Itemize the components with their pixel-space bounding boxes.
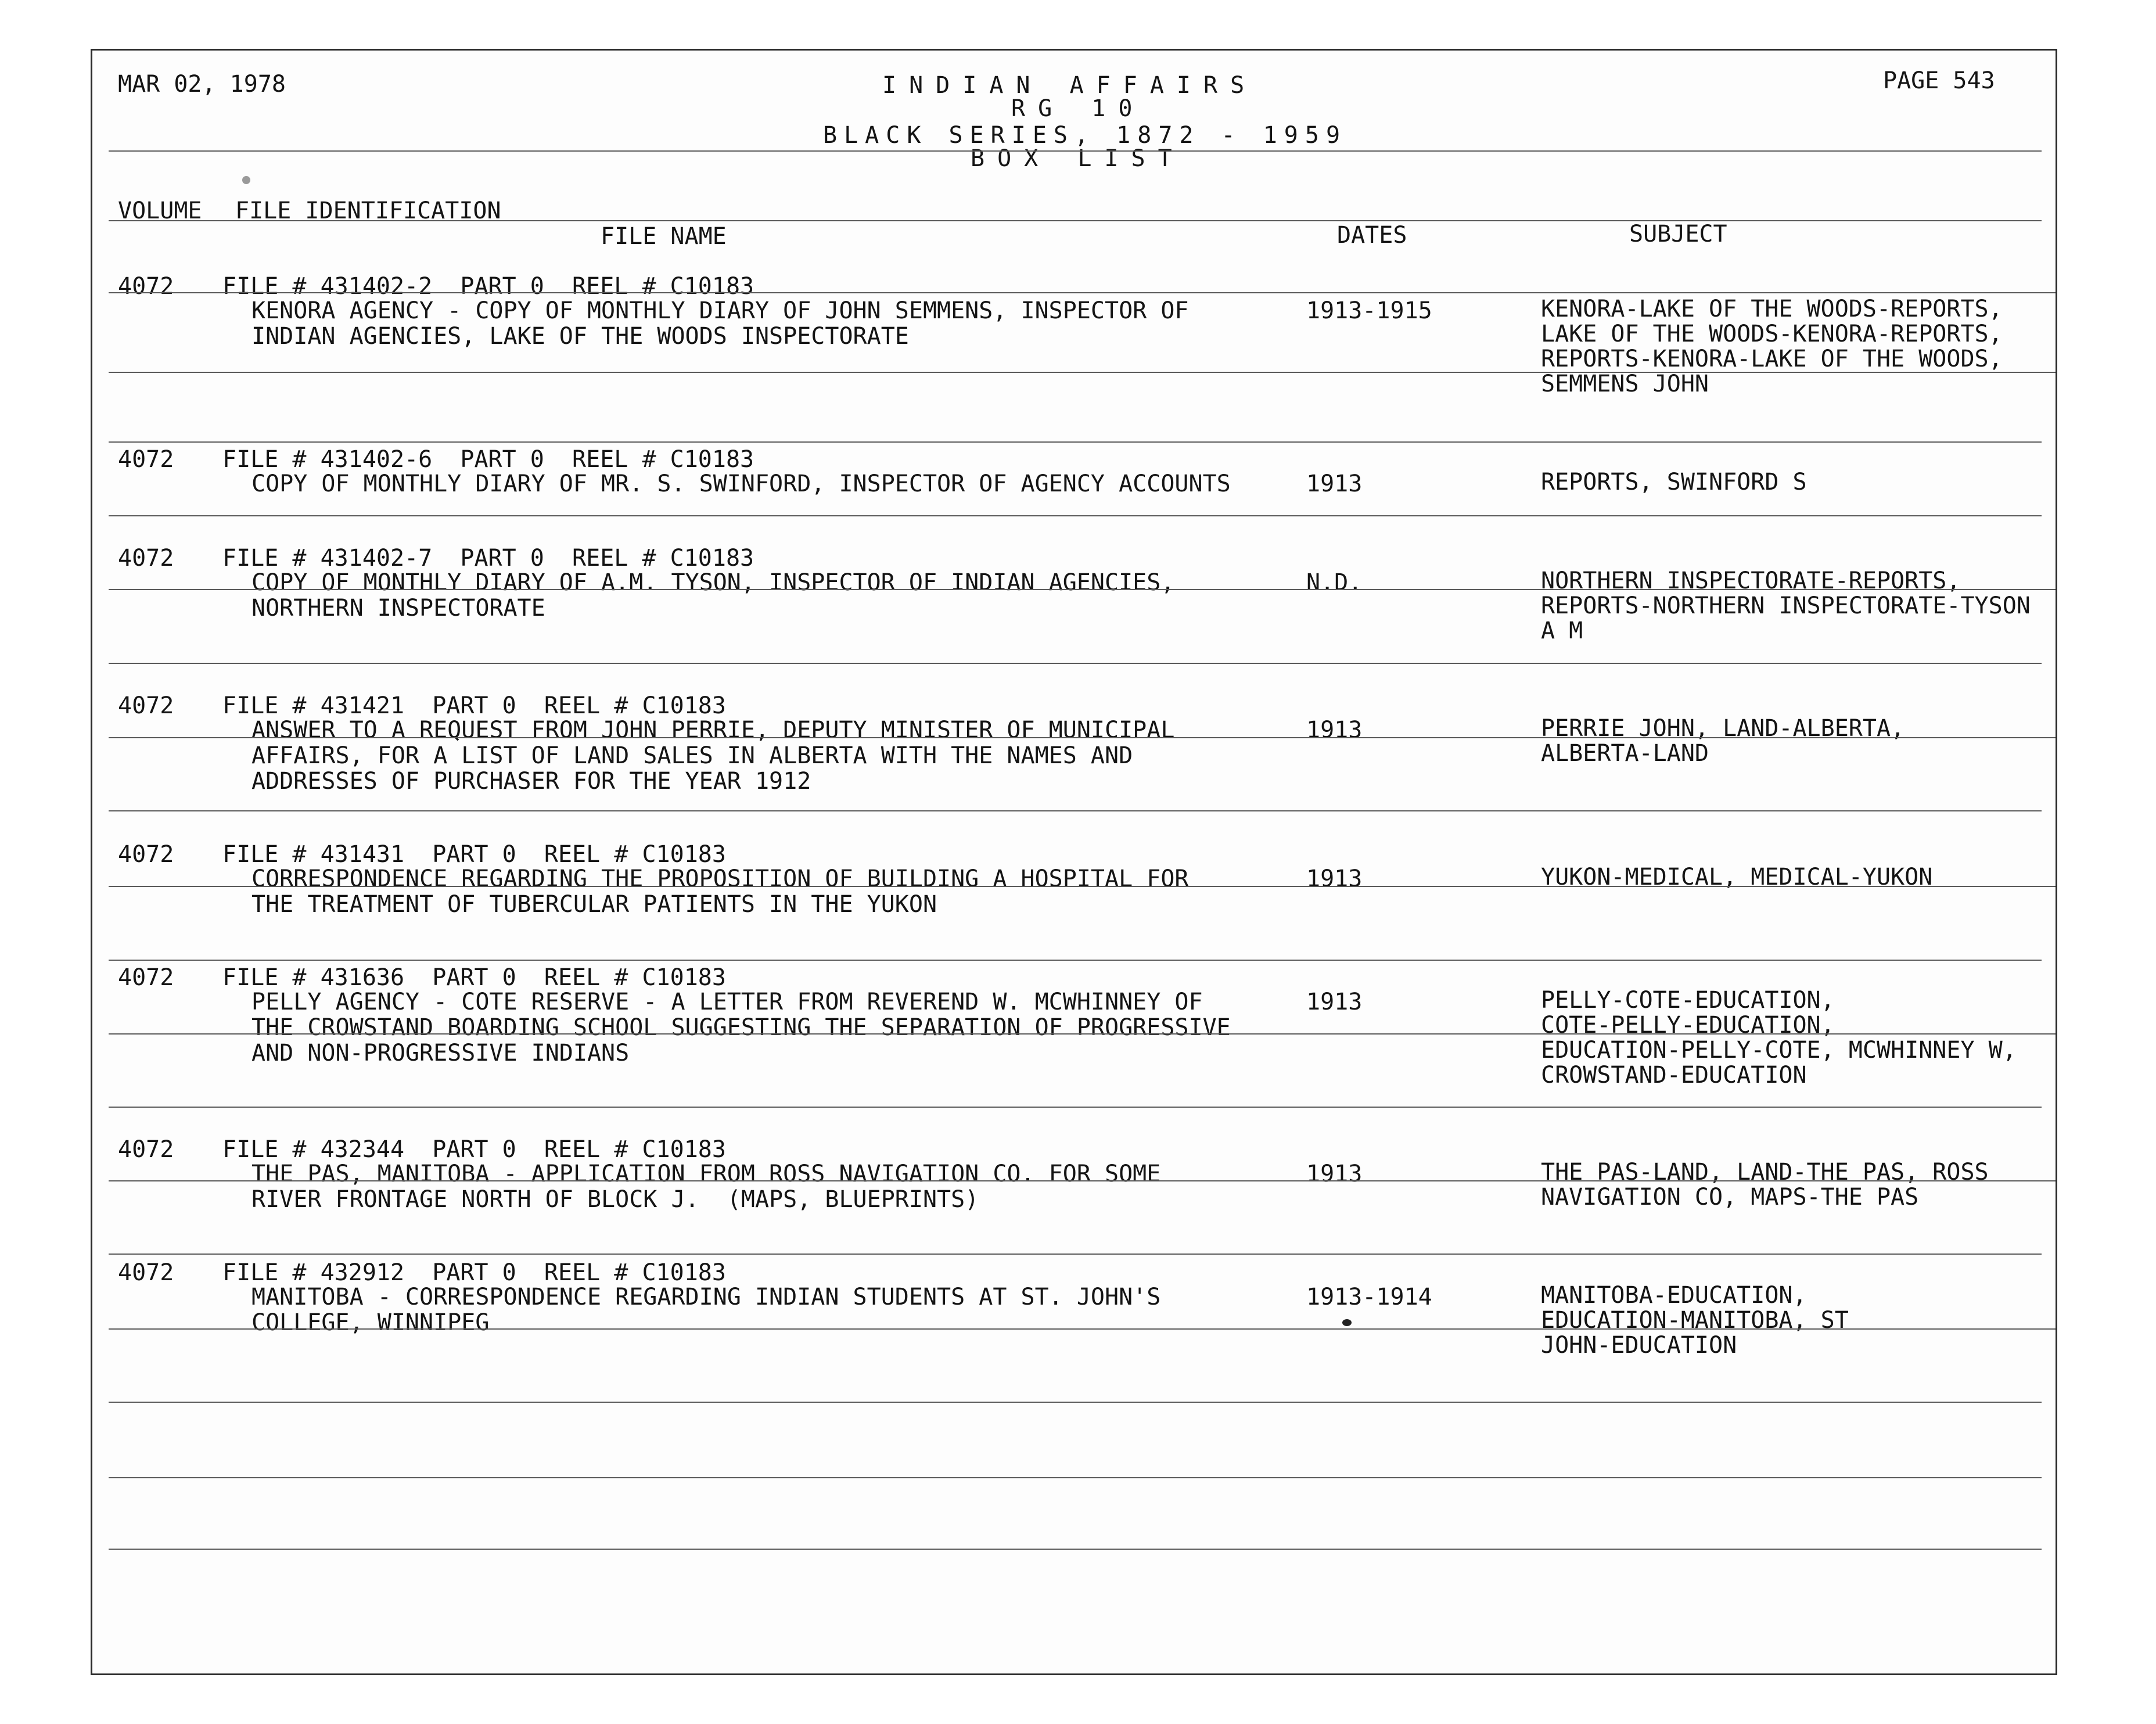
scan-speck xyxy=(242,176,250,184)
file-name: COPY OF MONTHLY DIARY OF MR. S. SWINFORD, INSPECTOR OF AGENCY ACCOUNTS xyxy=(251,470,1231,497)
page-number: PAGE 543 xyxy=(1883,67,1995,94)
volume-number: 4072 xyxy=(118,273,174,300)
file-reference: FILE # 432344 PART 0 REEL # C10183 xyxy=(222,1136,726,1163)
row-rule xyxy=(109,292,2056,293)
column-file-identification: FILE IDENTIFICATION xyxy=(235,197,501,224)
report-title: INDIAN AFFAIRS xyxy=(882,72,1257,99)
volume-number: 4072 xyxy=(118,545,174,572)
file-subject: REPORTS, SWINFORD S xyxy=(1541,469,1807,495)
blank-row-rule xyxy=(109,1549,2042,1550)
row-rule xyxy=(109,886,2056,887)
volume-number: 4072 xyxy=(118,1259,174,1286)
row-separator xyxy=(109,1254,2042,1255)
row-rule xyxy=(109,372,2056,373)
file-reference: FILE # 432912 PART 0 REEL # C10183 xyxy=(222,1259,726,1286)
column-volume: VOLUME xyxy=(118,197,202,224)
row-separator xyxy=(109,810,2042,811)
file-dates: 1913-1914 xyxy=(1306,1284,1432,1310)
file-subject: PELLY-COTE-EDUCATION, COTE-PELLY-EDUCATION, EDUCATION-PELLY-COTE, MCWHINNEY W, CROWSTAND-EDUCATION xyxy=(1541,987,2017,1089)
blank-row-rule xyxy=(109,1477,2042,1478)
file-name: CORRESPONDENCE REGARDING THE PROPOSITION OF BUILDING A HOSPITAL FOR THE TREATMENT OF TUBERCULAR PATIENTS IN THE YUKON xyxy=(251,865,1189,918)
column-subject: SUBJECT xyxy=(1629,221,1727,247)
file-subject: MANITOBA-EDUCATION, EDUCATION-MANITOBA, ST JOHN-EDUCATION xyxy=(1541,1282,1849,1359)
row-rule xyxy=(109,589,2056,590)
volume-number: 4072 xyxy=(118,1136,174,1163)
row-separator xyxy=(109,960,2042,961)
file-reference: FILE # 431402-2 PART 0 REEL # C10183 xyxy=(222,273,754,300)
file-name: ANSWER TO A REQUEST FROM JOHN PERRIE, DEPUTY MINISTER OF MUNICIPAL AFFAIRS, FOR A LIST OF LAND SALES IN ALBERTA WITH THE NAMES AND ADDRESSES OF PURCHASER FOR THE YEAR 1912 xyxy=(251,717,1175,795)
row-rule xyxy=(109,1180,2056,1181)
row-separator xyxy=(109,441,2042,443)
volume-number: 4072 xyxy=(118,692,174,719)
list-type: BOX LIST xyxy=(971,145,1185,172)
file-dates: 1913 xyxy=(1306,717,1363,744)
file-dates: 1913 xyxy=(1306,470,1363,497)
file-name: MANITOBA - CORRESPONDENCE REGARDING INDIAN STUDENTS AT ST. JOHN'S COLLEGE, WINNIPEG xyxy=(251,1284,1161,1336)
file-name: THE PAS, MANITOBA - APPLICATION FROM ROSS NAVIGATION CO. FOR SOME RIVER FRONTAGE NORTH OF BLOCK J. (MAPS, BLUEPRINTS) xyxy=(251,1161,1161,1213)
row-separator xyxy=(109,515,2042,516)
volume-number: 4072 xyxy=(118,841,174,868)
file-reference: FILE # 431402-6 PART 0 REEL # C10183 xyxy=(222,446,754,473)
file-dates: N.D. xyxy=(1306,569,1363,596)
file-dates: 1913 xyxy=(1306,989,1363,1015)
file-dates: 1913 xyxy=(1306,865,1363,892)
row-separator xyxy=(109,1107,2042,1108)
scan-speck xyxy=(1342,1319,1352,1326)
file-dates: 1913 xyxy=(1306,1161,1363,1187)
volume-number: 4072 xyxy=(118,446,174,473)
file-reference: FILE # 431636 PART 0 REEL # C10183 xyxy=(222,964,726,991)
file-dates: 1913-1915 xyxy=(1306,297,1432,324)
header-rule xyxy=(109,150,2042,152)
file-subject: KENORA-LAKE OF THE WOODS-REPORTS, LAKE OF THE WOODS-KENORA-REPORTS, REPORTS-KENORA-LAKE OF THE WOODS, SEMMENS JOHN xyxy=(1541,296,2003,397)
row-rule xyxy=(109,1033,2056,1035)
file-subject: YUKON-MEDICAL, MEDICAL-YUKON xyxy=(1541,864,1933,890)
file-name: COPY OF MONTHLY DIARY OF A.M. TYSON, INSPECTOR OF INDIAN AGENCIES, NORTHERN INSPECTORATE xyxy=(251,569,1175,622)
record-group: RG 10 xyxy=(1011,95,1145,122)
file-subject: NORTHERN INSPECTORATE-REPORTS, REPORTS-NORTHERN INSPECTORATE-TYSON A M xyxy=(1541,568,2031,644)
file-reference: FILE # 431402-7 PART 0 REEL # C10183 xyxy=(222,545,754,572)
file-name: PELLY AGENCY - COTE RESERVE - A LETTER FROM REVEREND W. MCWHINNEY OF THE CROWSTAND BOARDING SCHOOL SUGGESTING THE SEPARATION OF PROGRESSIVE AND NON-PROGRESSIVE INDIANS xyxy=(251,989,1231,1066)
file-subject: THE PAS-LAND, LAND-THE PAS, ROSS NAVIGATION CO, MAPS-THE PAS xyxy=(1541,1159,1989,1211)
file-name: KENORA AGENCY - COPY OF MONTHLY DIARY OF JOHN SEMMENS, INSPECTOR OF INDIAN AGENCIES, LAKE OF THE WOODS INSPECTORATE xyxy=(251,297,1189,350)
column-file-name: FILE NAME xyxy=(601,223,727,250)
file-reference: FILE # 431421 PART 0 REEL # C10183 xyxy=(222,692,726,719)
column-rule xyxy=(109,220,2042,221)
series-title: BLACK SERIES, 1872 - 1959 xyxy=(823,122,1347,149)
box-list-sheet xyxy=(91,49,2057,1675)
volume-number: 4072 xyxy=(118,964,174,991)
row-rule xyxy=(109,1328,2056,1330)
row-separator xyxy=(109,663,2042,664)
report-date: MAR 02, 1978 xyxy=(118,71,286,98)
blank-row-rule xyxy=(109,1402,2042,1403)
column-dates: DATES xyxy=(1337,222,1407,249)
row-rule xyxy=(109,737,2056,738)
file-subject: PERRIE JOHN, LAND-ALBERTA, ALBERTA-LAND xyxy=(1541,715,1905,767)
file-reference: FILE # 431431 PART 0 REEL # C10183 xyxy=(222,841,726,868)
